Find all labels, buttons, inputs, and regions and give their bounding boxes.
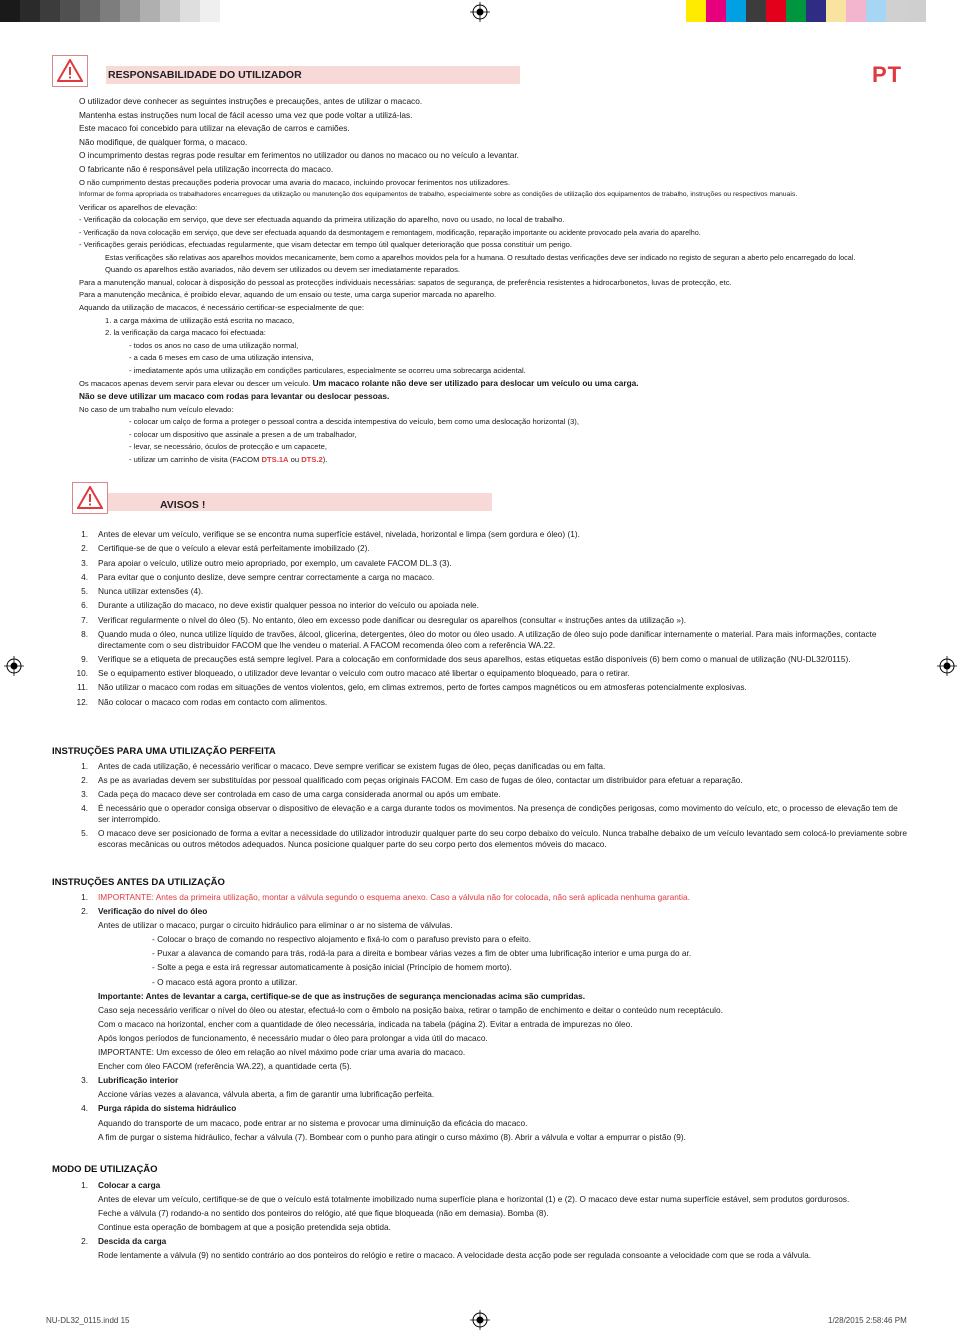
case-last-c: ou — [288, 454, 302, 464]
avisos-item: 11. Não utilizar o macaco com rodas em situações de ventos violentos, gelo, em climas extremos, perto de fortes campos magnéticos ou em atmosferas potencialmente explosivas. — [77, 682, 747, 693]
perfect-item: 4. É necessário que o operador consiga observar o dispositivo de elevação e a carga durante todos os movimentos. Na presença de condições perigosas, como movimento do veículo, etc, o processo de elevação tem de ser interrompido. — [81, 803, 898, 824]
mode-line: Continue esta operação de bombagem at que a posição pretendida seja obtida. — [98, 1222, 391, 1233]
avisos-item: 4. Para evitar que o conjunto deslize, deve sempre centrar correctamente a carga no macaco. — [81, 571, 435, 582]
mode-item: 2. Descida da carga — [81, 1236, 167, 1247]
avisos-title: AVISOS ! — [160, 499, 206, 511]
before-line: A fim de purgar o sistema hidráulico, fechar a válvula (7). Bombear com o punho para atingir o curso máximo (8). Abrir a válvula e voltar a empurrar o pistão (9). — [98, 1131, 686, 1142]
before-sub-line: - O macaco está agora pronto a utilizar. — [152, 976, 298, 987]
perfect-item: 3. Cada peça do macaco deve ser controlada em caso de uma carga considerada anormal ou após um embate. — [81, 789, 501, 800]
before-use-title: INSTRUÇÕES ANTES DA UTILIZAÇÃO — [52, 877, 225, 888]
resp-line: O incumprimento destas regras pode resultar em ferimentos no utilizador ou danos no macaco ou no veículo a levantar. — [79, 150, 519, 161]
perfect-use-title: INSTRUÇÕES PARA UMA UTILIZAÇÃO PERFEITA — [52, 746, 276, 757]
avisos-item: 1. Antes de elevar um veículo, verifique se se encontra numa superfície estável, nivelada, horizontal e limpa (sem gordura e óleo) (1). — [81, 529, 580, 539]
resp-indented-line: Quando os aparelhos estão avariados, não devem ser utilizados ou devem ser imediatamente reparados. — [105, 265, 461, 275]
avisos-item: 2. Certifique-se de que o veículo a elevar está perfeitamente imobilizado (2). — [81, 543, 370, 554]
perfect-item: 5. O macaco deve ser posicionado de forma a evitar a necessidade do utilizador introduzir qualquer parte do seu corpo debaixo do veículo. Nunca trabalhe debaixo de um veículo levantado sem colocá-lo previamente sobre escoras mecânicas ou outros métodos adequados. Nunca posicione qualquer parte do seu corpo perto dos elementos móveis do macaco. — [81, 827, 907, 849]
before-important: Importante: Antes de levantar a carga, certifique-se de que as instruções de segurança mencionadas acima são cumpridas. — [98, 990, 586, 1001]
resp-small-line: Aquando da utilização de macacos, é necessário certificar-se especialmente de que: — [79, 303, 364, 313]
before-line: Com o macaco na horizontal, encher com a quantidade de óleo necessária, indicada na tabela (página 2). Evitar a entrada de impurezas no óleo. — [98, 1018, 633, 1029]
footer-file-name: NU-DL32_0115.indd 15 — [46, 1316, 130, 1325]
before-line: Encher com óleo FACOM (referência WA.22), a quantidade certa (5). — [98, 1061, 352, 1072]
language-tag: PT — [872, 62, 903, 87]
avisos-item: 7. Verificar regularmente o nível do óleo (5). No entanto, óleo em excesso pode danificar ou desregular os aparelhos (consultar « instruções antes da utilização »). — [81, 614, 687, 625]
printer-color-strip — [686, 0, 946, 22]
resp-case-item: - colocar um calço de forma a proteger o pessoal contra a descida intempestiva do veículo, bem como uma deslocação horizontal (3), — [129, 417, 579, 427]
resp-small-line: Verificar os aparelhos de elevação: — [79, 202, 198, 212]
perfect-item: 2. As pe as avariadas devem ser substituídas por pessoal qualificado com peças originais FACOM. Em caso de fugas de óleo, contactar um distribuidor para efetuar a reparação. — [81, 775, 743, 786]
before-line: IMPORTANTE: Um excesso de óleo em relação ao nível máximo pode criar uma avaria do macaco. — [98, 1047, 466, 1058]
case-last-b: DTS.1A — [261, 454, 289, 464]
resp-sub-sub-item: - imediatamente após uma utilização em condições particulares, especialmente se ocorreu uma sobrecarga acidental. — [129, 365, 526, 375]
warning-triangle-icon — [52, 55, 88, 87]
before-line: Caso seja necessário verificar o nível do óleo ou atestar, efectuá-lo com o êmbolo na posição baixa, retirar o tampão de enchimento e deitar o conteúdo num receptáculo. — [98, 1004, 723, 1015]
responsibility-title: RESPONSABILIDADE DO UTILIZADOR — [108, 69, 302, 81]
resp-line: Este macaco foi concebido para utilizar na elevação de carros e camiões. — [79, 123, 350, 134]
before-item: 2. Verificação do nível do óleo — [81, 906, 208, 917]
case-last-a: - utilizar um carrinho de visita (FACOM — [129, 454, 262, 464]
resp-sub-item: 1. a carga máxima de utilização está escrita no macaco, — [105, 315, 295, 325]
resp-small-line: Informar de forma apropriada os trabalhadores encarregues da utilização ou manutenção dos equipamentos de trabalho, especialmente sobre as condições de utilização dos equipamentos de trabalho, instruções ou respectivos manuais. — [79, 191, 798, 199]
before-line: Antes de utilizar o macaco, purgar o circuito hidráulico para eliminar o ar no sistema de válvulas. — [98, 920, 453, 931]
mode-item: 1. Colocar a carga — [81, 1180, 161, 1190]
avisos-list — [60, 529, 910, 711]
before-sub-line: - Puxar a alavanca de comando para trás, rodá-la para a direita e bombear várias vezes a fim de obter uma lubrificação interior e uma purga do ar. — [152, 948, 692, 959]
before-sub-line: - Colocar o braço de comando no respectivo alojamento e fixá-lo com o parafuso previsto para o efeito. — [152, 934, 532, 945]
footer-date: 1/28/2015 2:58:46 PM — [828, 1316, 907, 1325]
printer-gray-strip — [0, 0, 220, 22]
before-use-list — [60, 892, 910, 1146]
resp-case-intro: No caso de um trabalho num veículo elevado: — [79, 404, 234, 414]
avisos-item: 3. Para apoiar o veículo, utilize outro meio apropriado, por exemplo, um cavalete FACOM DL.3 (3). — [81, 557, 452, 568]
before-line: Aquando do transporte de um macaco, pode entrar ar no sistema e provocar uma diminuição da eficácia do macaco. — [98, 1117, 528, 1128]
resp-line: O fabricante não é responsável pela utilização incorrecta do macaco. — [79, 163, 334, 174]
perfect-item: 1. Antes de cada utilização, é necessário verificar o macaco. Deve sempre verificar se existem fugas de óleo, peças danificadas ou em falta. — [81, 761, 606, 771]
resp-case-item: - colocar um dispositivo que assinale a presen a de um trabalhador, — [129, 429, 357, 439]
resp-small-line: Para a manutenção mecânica, é proibido elevar, aquando de um ensaio ou teste, uma carga superior marcada no aparelho. — [79, 290, 497, 300]
mode-line: Feche a válvula (7) rodando-a no sentido dos ponteiros do relógio, até que fique bloqueada (não em demasia). Bomba (8). — [98, 1208, 549, 1219]
mode-line: Rode lentamente a válvula (9) no sentido contrário ao dos ponteiros do relógio e retire o macaco. A velocidade desta acção pode ser regulada consoante a velocidade com que se roda a válvula. — [98, 1250, 812, 1261]
avisos-item: 9. Verifique se a etiqueta de precauções está sempre legível. Para a colocação em conformidade dos seus aparelhos, estas etiquetas estão disponíveis (6) bem como o manual de utilização (NU-DL32/0115). — [81, 653, 851, 664]
resp-case-item: - levar, se necessário, óculos de protecção e um capacete, — [129, 442, 327, 452]
perfect-use-list — [60, 761, 910, 853]
avisos-item: 10. Se o equipamento estiver bloqueado, o utilizador deve levantar o veículo com outro macaco até libertar o equipamento bloqueado, para o retirar. — [76, 668, 630, 679]
resp-sub-sub-item: - todos os anos no caso de uma utilização normal, — [129, 340, 299, 350]
registration-mark-icon — [4, 656, 24, 676]
resp-small-line: O não cumprimento destas precauções poderia provocar uma avaria do macaco, incluindo provocar ferimentos nos utilizadores. — [79, 177, 510, 187]
resp-small-line: Para a manutenção manual, colocar à disposição do pessoal as protecções individuais necessárias: sapatos de segurança, de preferência resistentes a hidrocarbonetos, luvas de protecção, etc. — [79, 277, 732, 287]
warning-triangle-icon — [72, 482, 108, 514]
resp-line: O utilizador deve conhecer as seguintes instruções e precauções, antes de utilizar o macaco. — [79, 96, 423, 106]
resp-warning-b: Um macaco rolante não deve ser utilizado para deslocar um veículo ou uma carga. — [312, 378, 639, 389]
resp-sub-item: 2. la verificação da carga macaco foi efectuada: — [105, 328, 266, 338]
avisos-item: 12. Não colocar o macaco com rodas em contacto com alimentos. — [76, 696, 328, 707]
before-line: Após longos períodos de funcionamento, é necessário mudar o óleo para prolongar a vida útil do macaco. — [98, 1032, 488, 1043]
resp-small-line: - Verificação da nova colocação em serviço, que deve ser efectuada aquando da desmontagem e remontagem, modificação, reparação importante ou acidente provocado pela avaria do aparelho. — [79, 227, 701, 237]
resp-case-item — [79, 455, 929, 465]
registration-mark-icon — [470, 2, 490, 22]
resp-warning-line — [79, 378, 929, 389]
before-line: Accione várias vezes a alavanca, válvula aberta, a fim de garantir uma lubrificação perfeita. — [98, 1089, 435, 1100]
mode-line: Antes de elevar um veículo, certifique-se de que o veículo está totalmente imobilizado numa superfície plana e horizontal (1) e (2). O macaco deve estar numa superfície estável, sem produtos gordurosos. — [98, 1194, 850, 1205]
avisos-item: 6. Durante a utilização do macaco, no deve existir qualquer pessoa no interior do veículo ou apoiada nele. — [81, 600, 479, 611]
resp-indented-line: Estas verificações são relativas aos aparelhos movidos mecanicamente, bem como a aparelhos movidos pela for a humana. O resultado destas verificações deve ser indicado no registo de seguran a aberto pelo encarregado do local. — [105, 252, 856, 262]
resp-small-line: - Verificações gerais periódicas, efectuadas regularmente, que visam detectar em tempo útil qualquer deterioração que possa constituir um perigo. — [79, 240, 573, 250]
before-sub-line: - Solte a pega e esta irá regressar automaticamente à posição inicial (Princípio de homem morto). — [152, 962, 512, 973]
before-item: 1. IMPORTANTE: Antes da primeira utilização, montar a válvula segundo o esquema anexo. Caso a válvula não for colocada, não será aplicada nenhuma garantia. — [81, 892, 690, 902]
case-last-e: ). — [322, 454, 328, 464]
responsibility-body — [79, 96, 929, 464]
avisos-item: 5. Nunca utilizar extensões (4). — [81, 586, 204, 597]
usage-mode-title: MODO DE UTILIZAÇÃO — [52, 1164, 158, 1175]
avisos-item: 8. Quando muda o óleo, nunca utilize líquido de travões, álcool, glicerina, detergentes, óleo do motor ou óleo usado. A utilização de óleo sujo pode danificar internamente o material. Para mais informações, contacte directamente com o seu distribuidor FACOM que lhe vendeu o material. A FACOM recomenda óleo com a referência WA.22. — [81, 628, 877, 650]
resp-line: Não modifique, de qualquer forma, o macaco. — [79, 136, 248, 147]
resp-small-line: - Verificação da colocação em serviço, que deve ser efectuada aquando da primeira utilização do aparelho, novo ou usado, no local de trabalho. — [79, 215, 565, 225]
resp-warning-c: Não se deve utilizar um macaco com rodas para levantar ou deslocar pessoas. — [79, 390, 390, 401]
usage-mode-list — [60, 1180, 910, 1265]
resp-warning-a: Os macacos apenas devem servir para elevar ou descer um veículo. — [79, 379, 311, 389]
before-item: 3. Lubrificação interior — [81, 1075, 179, 1086]
before-item: 4. Purga rápida do sistema hidráulico — [81, 1103, 237, 1114]
registration-mark-icon — [937, 656, 957, 676]
resp-line: Mantenha estas instruções num local de fácil acesso uma vez que pode voltar a utilizá-las. — [79, 109, 413, 120]
registration-mark-icon — [470, 1310, 490, 1330]
case-last-d: DTS.2 — [301, 454, 323, 464]
resp-sub-sub-item: - a cada 6 meses em caso de uma utilização intensiva, — [129, 353, 314, 363]
